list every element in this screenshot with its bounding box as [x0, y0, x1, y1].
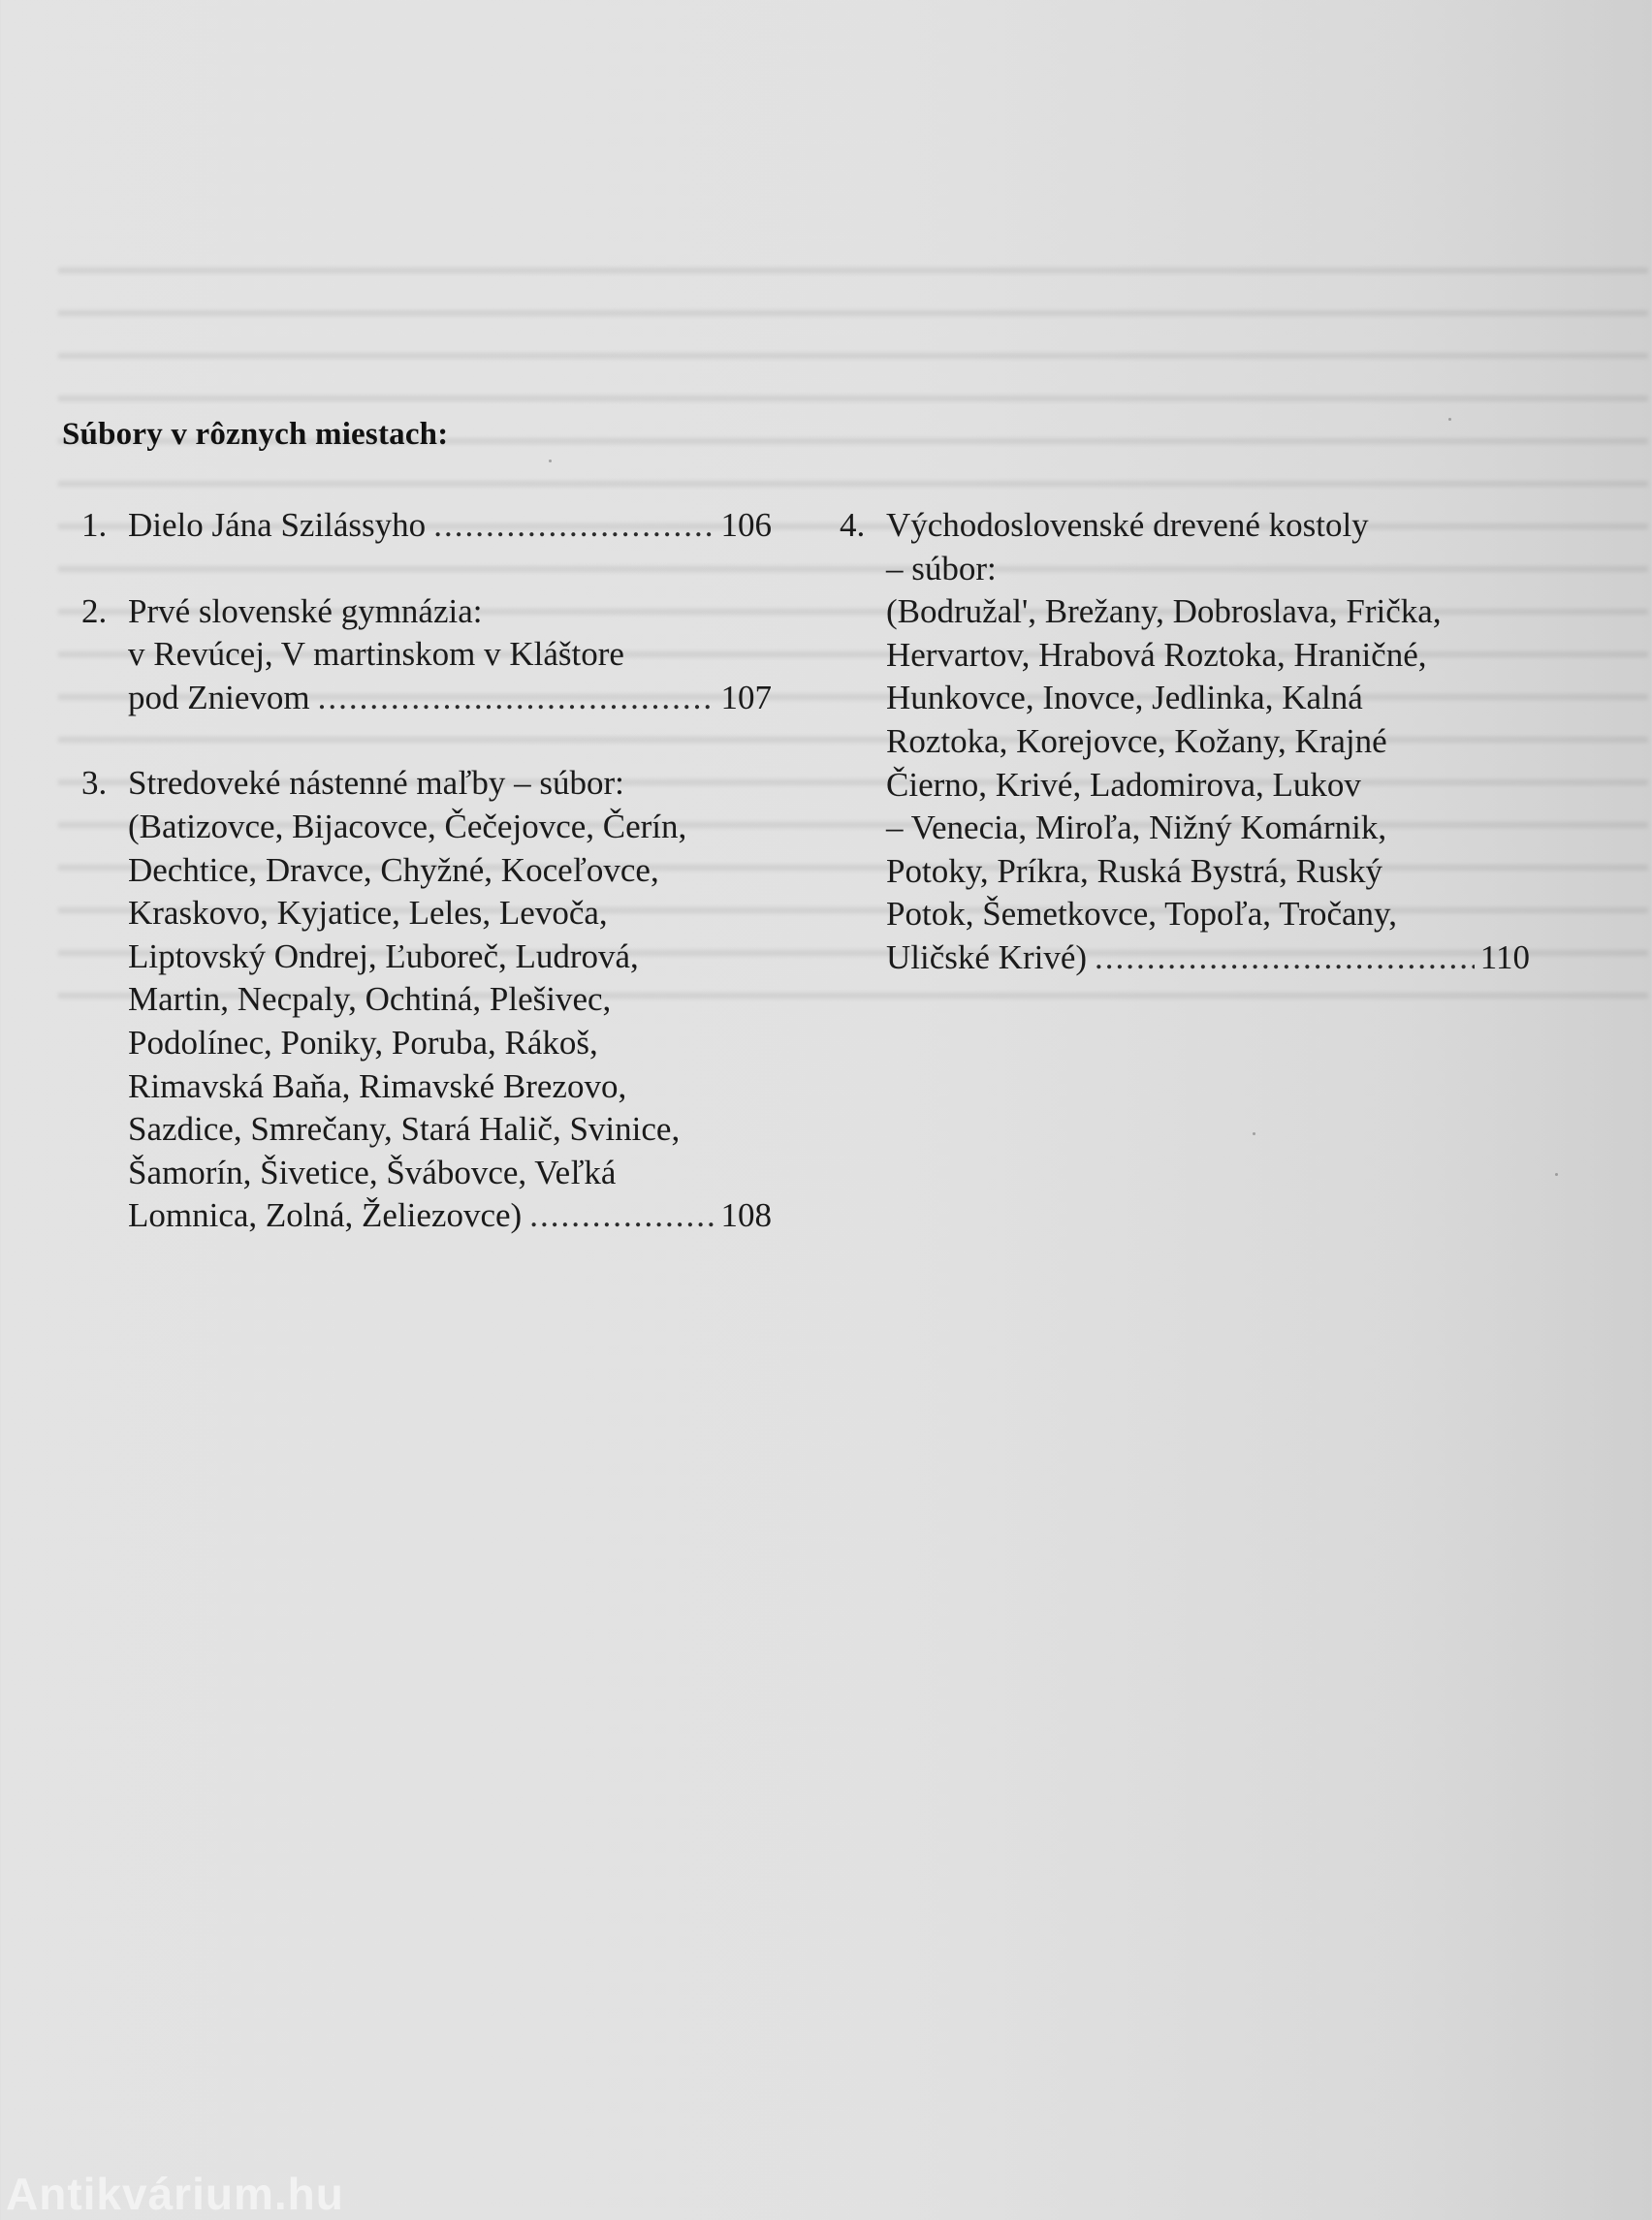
entry-line: Martin, Necpaly, Ochtiná, Plešivec,: [128, 980, 612, 1019]
toc-entry-3: [81, 762, 772, 1238]
toc-entry-2: [81, 590, 772, 720]
entry-line: Kraskovo, Kyjatice, Leles, Levoča,: [128, 894, 608, 933]
entry-line: Podolínec, Poniky, Poruba, Rákoš,: [128, 1023, 598, 1062]
entry-line: Rimavská Baňa, Rimavské Brezovo,: [128, 1066, 627, 1105]
entry-number: 1.: [81, 506, 108, 544]
entry-number: 4.: [840, 506, 866, 544]
toc-entry-4: [840, 504, 1530, 980]
entry-line: v Revúcej, V martinskom v Kláštore: [128, 635, 624, 674]
entry-line: Šamorín, Šivetice, Švábovce, Veľká: [128, 1153, 617, 1191]
entry-page-number: 110: [1479, 937, 1530, 976]
toc-right-column: [840, 504, 1530, 980]
entry-title: pod Znievom: [128, 678, 310, 716]
entry-line: Prvé slovenské gymnázia:: [128, 591, 483, 630]
entry-title: Uličské Krivé): [886, 937, 1088, 976]
entry-line: (Bodružal', Brežany, Dobroslava, Frička,: [886, 592, 1442, 631]
entry-last-line: [128, 1194, 772, 1238]
paper-speck: [1448, 418, 1451, 421]
entry-line: Sazdice, Smrečany, Stará Halič, Svinice,: [128, 1110, 681, 1149]
entry-line: Potok, Šemetkovce, Topoľa, Tročany,: [886, 895, 1398, 934]
entry-page-number: 108: [720, 1196, 772, 1235]
entry-line: Stredoveké nástenné maľby – súbor:: [128, 764, 624, 803]
entry-last-line: [886, 936, 1530, 980]
paper-speck: [549, 460, 552, 462]
entry-page-number: 106: [720, 506, 772, 544]
paper-speck: [1253, 1132, 1255, 1135]
entry-line: Liptovský Ondrej, Ľuboreč, Ludrová,: [128, 936, 639, 975]
dot-leader: [318, 677, 715, 720]
entry-number: 3.: [81, 764, 108, 803]
watermark: Antikvárium.hu: [6, 2169, 344, 2219]
entry-page-number: 107: [720, 678, 772, 716]
entry-line: Čierno, Krivé, Ladomirova, Lukov: [886, 765, 1361, 804]
toc-entry-1: [81, 504, 772, 548]
entry-title: Dielo Jána Szilássyho: [128, 506, 427, 544]
section-heading: Súbory v rôznych miestach:: [62, 417, 449, 452]
entry-line: – Venecia, Miroľa, Nižný Komárnik,: [886, 809, 1387, 847]
entry-last-line: [128, 504, 772, 548]
entry-line: Potoky, Príkra, Ruská Bystrá, Ruský: [886, 851, 1383, 890]
dot-leader: [433, 504, 715, 548]
entry-last-line: [128, 677, 772, 720]
toc-left-column: [81, 504, 772, 1238]
dot-leader: [1095, 936, 1475, 980]
paper-speck: [1555, 1173, 1558, 1176]
entry-title: Lomnica, Zolná, Želiezovce): [128, 1196, 523, 1235]
dot-leader: [529, 1194, 715, 1238]
entry-line: (Batizovce, Bijacovce, Čečejovce, Čerín,: [128, 807, 687, 845]
entry-line: Hunkovce, Inovce, Jedlinka, Kalná: [886, 679, 1363, 717]
entry-line: Hervartov, Hrabová Roztoka, Hraničné,: [886, 635, 1427, 674]
entry-line: Východoslovenské drevené kostoly: [886, 506, 1369, 544]
entry-line: Roztoka, Korejovce, Kožany, Krajné: [886, 721, 1387, 760]
entry-line: – súbor:: [886, 549, 997, 587]
entry-line: Dechtice, Dravce, Chyžné, Koceľovce,: [128, 850, 659, 889]
entry-number: 2.: [81, 591, 108, 630]
